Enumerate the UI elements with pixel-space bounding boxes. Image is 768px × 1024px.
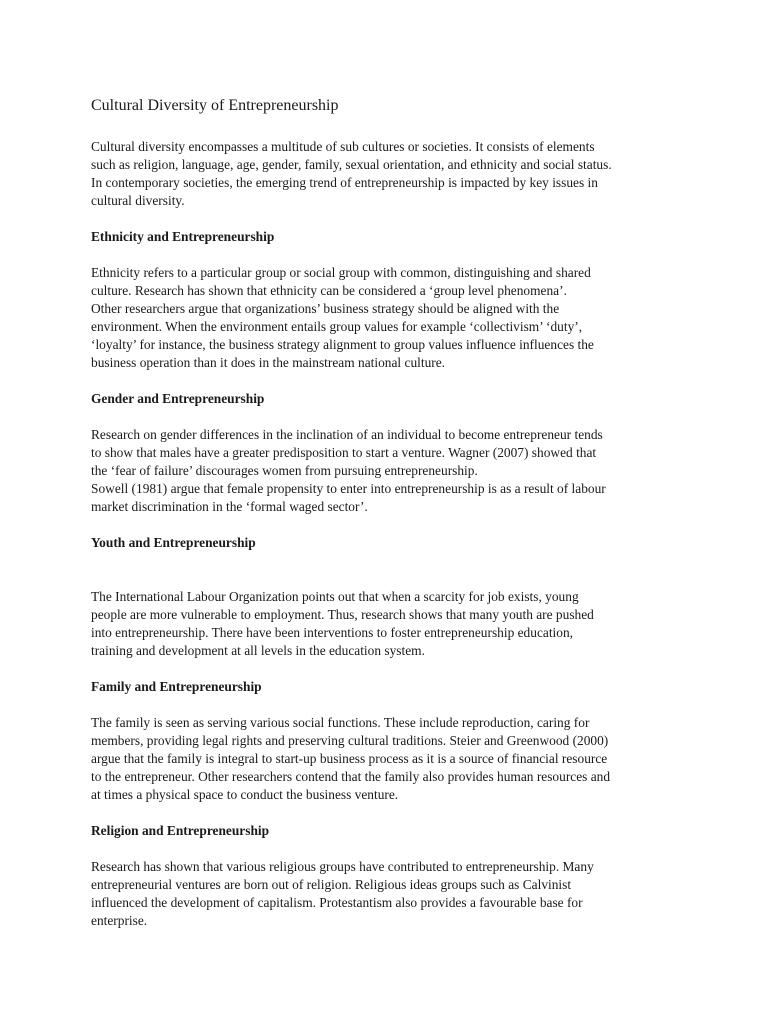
- paragraph-line: In contemporary societies, the emerging trend of entrepreneurship is impacted by key issues in: [91, 175, 598, 190]
- section-paragraph-family: [91, 714, 691, 804]
- paragraph-line: Cultural diversity encompasses a multitude of sub cultures or societies. It consists of elements: [91, 139, 595, 154]
- paragraph-line: cultural diversity.: [91, 193, 185, 208]
- paragraph-line: Research on gender differences in the inclination of an individual to become entrepreneur tends: [91, 427, 603, 442]
- paragraph-line: culture. Research has shown that ethnicity can be considered a ‘group level phenomena’.: [91, 283, 567, 298]
- paragraph-line: the ‘fear of failure’ discourages women from pursuing entrepreneurship.: [91, 463, 478, 478]
- paragraph-line: people are more vulnerable to employment. Thus, research shows that many youth are pushed: [91, 607, 594, 622]
- paragraph-line: into entrepreneurship. There have been interventions to foster entrepreneurship education,: [91, 625, 574, 640]
- paragraph-line: enterprise.: [91, 913, 148, 928]
- document-page: [91, 96, 691, 930]
- section-heading-ethnicity: Ethnicity and Entrepreneurship: [91, 229, 275, 244]
- paragraph-line: The family is seen as serving various social functions. These include reproduction, caring for: [91, 715, 590, 730]
- intro-paragraph: [91, 138, 691, 210]
- paragraph-line: Research has shown that various religious groups have contributed to entrepreneurship. Many: [91, 859, 594, 874]
- paragraph-line: argue that the family is integral to start-up business process as it is a source of financial resource: [91, 751, 608, 766]
- paragraph-line: to show that males have a greater predisposition to start a venture. Wagner (2007) showed that: [91, 445, 597, 460]
- section-paragraph-gender: [91, 426, 691, 516]
- section-heading-family: Family and Entrepreneurship: [91, 679, 262, 694]
- paragraph-line: such as religion, language, age, gender, family, sexual orientation, and ethnicity and social status.: [91, 157, 612, 172]
- paragraph-line: to the entrepreneur. Other researchers contend that the family also provides human resources and: [91, 769, 611, 784]
- paragraph-line: The International Labour Organization points out that when a scarcity for job exists, young: [91, 589, 579, 604]
- paragraph-line: at times a physical space to conduct the business venture.: [91, 787, 399, 802]
- document-title: Cultural Diversity of Entrepreneurship: [91, 97, 339, 114]
- paragraph-line: Sowell (1981) argue that female propensity to enter into entrepreneurship is as a result of labour: [91, 481, 606, 496]
- paragraph-line: Ethnicity refers to a particular group or social group with common, distinguishing and shared: [91, 265, 591, 280]
- section-paragraph-religion: [91, 858, 691, 930]
- paragraph-line: members, providing legal rights and preserving cultural traditions. Steier and Greenwood (2000): [91, 733, 609, 748]
- paragraph-line: business operation than it does in the mainstream national culture.: [91, 355, 446, 370]
- paragraph-line: environment. When the environment entails group values for example ‘collectivism’ ‘duty’,: [91, 319, 583, 334]
- section-heading-religion: Religion and Entrepreneurship: [91, 823, 270, 838]
- section-paragraph-youth: [91, 588, 691, 660]
- paragraph-line: training and development at all levels in the education system.: [91, 643, 425, 658]
- paragraph-line: entrepreneurial ventures are born out of religion. Religious ideas groups such as Calvinist: [91, 877, 572, 892]
- paragraph-line: influenced the development of capitalism. Protestantism also provides a favourable base for: [91, 895, 583, 910]
- paragraph-line: Other researchers argue that organizations’ business strategy should be aligned with the: [91, 301, 560, 316]
- paragraph-line: market discrimination in the ‘formal waged sector’.: [91, 499, 368, 514]
- section-heading-youth: Youth and Entrepreneurship: [91, 535, 256, 550]
- section-paragraph-ethnicity: [91, 264, 691, 372]
- paragraph-line: ‘loyalty’ for instance, the business strategy alignment to group values influence influences the: [91, 337, 594, 352]
- section-heading-gender: Gender and Entrepreneurship: [91, 391, 265, 406]
